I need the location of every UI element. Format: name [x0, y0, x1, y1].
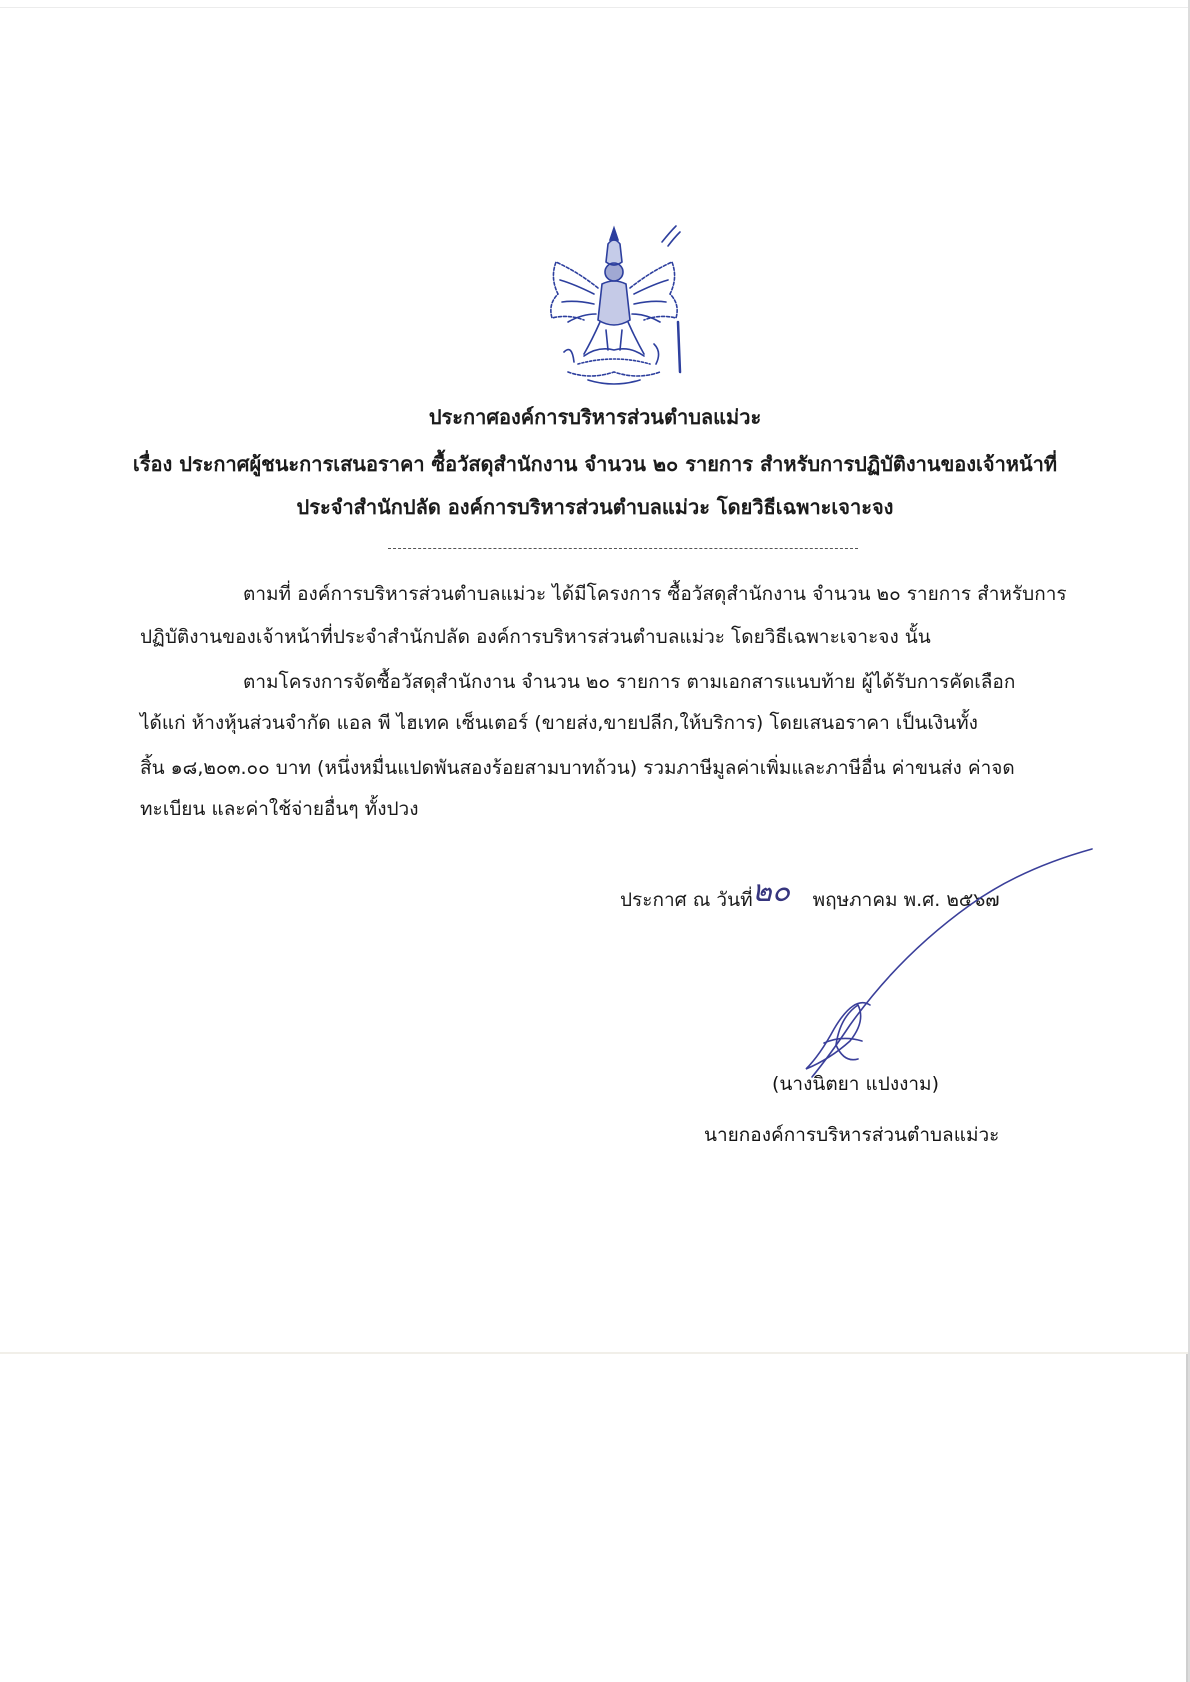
signatory-name: (นางนิตยา แปงงาม) — [772, 1073, 939, 1095]
garuda-emblem-icon — [538, 222, 690, 390]
body-line-3: ตามโครงการจัดซื้อวัสดุสำนักงาน จำนวน ๒๐ รายการ ตามเอกสารแนบท้าย ผู้ได้รับการคัดเลือก — [243, 671, 1016, 693]
signature-icon — [770, 845, 1100, 1085]
scan-edge-top — [0, 7, 1190, 8]
body-line-6: ทะเบียน และค่าใช้จ่ายอื่นๆ ทั้งปวง — [140, 798, 419, 820]
date-day-handwritten: ๒๐ — [752, 874, 791, 909]
scan-fold-line — [0, 1352, 1190, 1354]
body-line-5: สิ้น ๑๘,๒๐๓.๐๐ บาท (หนึ่งหมื่นแปดพันสองร้อยสามบาทถ้วน) รวมภาษีมูลค่าเพิ่มและภาษีอื่น ค่าขนส่ง ค่าจด — [140, 757, 1015, 779]
announcement-subject-line-1: เรื่อง ประกาศผู้ชนะการเสนอราคา ซื้อวัสดุสำนักงาน จำนวน ๒๐ รายการ สำหรับการปฏิบัติงานของเจ้าหน้าที่ — [132, 452, 1058, 476]
scan-edge-right-lower — [1186, 1354, 1188, 1682]
body-line-2: ปฏิบัติงานของเจ้าหน้าที่ประจำสำนักปลัด องค์การบริหารส่วนตำบลแม่วะ โดยวิธีเฉพาะเจาะจง นั้น — [140, 626, 931, 648]
announcement-title: ประกาศองค์การบริหารส่วนตำบลแม่วะ — [428, 405, 762, 429]
signatory-position: นายกองค์การบริหารส่วนตำบลแม่วะ — [704, 1124, 1000, 1146]
announcement-subject-line-2: ประจำสำนักปลัด องค์การบริหารส่วนตำบลแม่วะ โดยวิธีเฉพาะเจาะจง — [296, 495, 894, 519]
date-prefix: ประกาศ ณ วันที่ — [620, 889, 753, 911]
body-line-4: ได้แก่ ห้างหุ้นส่วนจำกัด แอล พี ไฮเทค เซ็นเตอร์ (ขายส่ง,ขายปลีก,ให้บริการ) โดยเสนอราคา เป็นเงินทั้ง — [140, 712, 978, 734]
body-line-1: ตามที่ องค์การบริหารส่วนตำบลแม่วะ ได้มีโครงการ ซื้อวัสดุสำนักงาน จำนวน ๒๐ รายการ สำหรับการ — [243, 583, 1067, 605]
heading-divider — [388, 548, 858, 549]
date-suffix: พฤษภาคม พ.ศ. ๒๕๖๗ — [812, 889, 1000, 911]
